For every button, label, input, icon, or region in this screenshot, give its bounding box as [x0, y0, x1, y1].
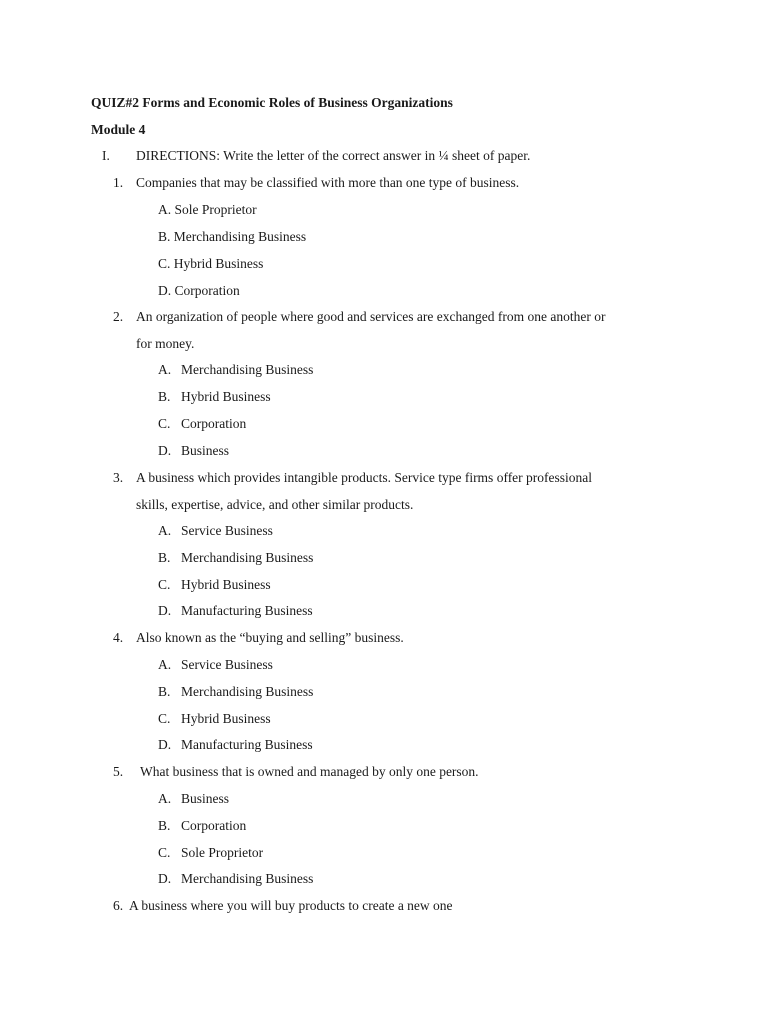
option-text: Merchandising Business: [181, 362, 314, 377]
option-text: Merchandising Business: [181, 684, 314, 699]
question-number: 2.: [113, 309, 124, 324]
option-d: [158, 282, 240, 300]
directions-text: DIRECTIONS: Write the letter of the correct answer in ¼ sheet of paper.: [136, 148, 531, 163]
option-text: Corporation: [181, 818, 247, 833]
option-letter: A.: [158, 657, 172, 672]
option-text: Hybrid Business: [181, 577, 271, 592]
option-letter: B.: [158, 818, 171, 833]
option-text: Service Business: [181, 657, 273, 672]
question-number: 5.: [113, 764, 124, 779]
option-text: Sole Proprietor: [181, 845, 264, 860]
option-c: [158, 255, 263, 273]
question-text: Companies that may be classified with more than one type of business.: [136, 175, 520, 190]
option-text: Merchandising Business: [173, 229, 307, 244]
question-text: Also known as the “buying and selling” business.: [136, 630, 404, 645]
question-number: 1.: [113, 175, 124, 190]
quiz-title: QUIZ#2 Forms and Economic Roles of Business Organizations: [91, 95, 453, 110]
option-letter: C.: [158, 256, 171, 271]
question-text: A business which provides intangible products. Service type firms offer professional: [136, 470, 593, 485]
module-label: Module 4: [91, 122, 146, 137]
option-letter: D.: [158, 283, 172, 298]
question-text-continued: skills, expertise, advice, and other similar products.: [136, 497, 414, 512]
question-text-continued: for money.: [136, 336, 195, 351]
option-letter: A.: [158, 202, 172, 217]
option-text: Merchandising Business: [181, 550, 314, 565]
option-letter: D.: [158, 603, 172, 618]
option-text: Corporation: [174, 283, 240, 298]
option-letter: B.: [158, 389, 171, 404]
option-text: Hybrid Business: [173, 256, 264, 271]
option-text: Hybrid Business: [181, 389, 271, 404]
option-text: Manufacturing Business: [181, 603, 313, 618]
option-letter: C.: [158, 416, 171, 431]
option-text: Business: [181, 791, 230, 806]
question-text: A business where you will buy products to create a new one: [129, 898, 453, 913]
option-letter: D.: [158, 443, 172, 458]
option-text: Corporation: [181, 416, 247, 431]
option-letter: D.: [158, 737, 172, 752]
question-number: 3.: [113, 470, 124, 485]
option-letter: A.: [158, 362, 172, 377]
option-letter: C.: [158, 577, 171, 592]
question-text: What business that is owned and managed by only one person.: [140, 764, 479, 779]
option-text: Merchandising Business: [181, 871, 314, 886]
option-letter: A.: [158, 791, 172, 806]
option-text: Manufacturing Business: [181, 737, 313, 752]
option-text: Business: [181, 443, 230, 458]
option-letter: B.: [158, 229, 171, 244]
option-b: [158, 228, 306, 246]
section-numeral: I.: [102, 148, 110, 163]
question-number: 6.: [113, 898, 124, 913]
option-letter: A.: [158, 523, 172, 538]
question-text: An organization of people where good and services are exchanged from one another or: [136, 309, 606, 324]
option-letter: C.: [158, 845, 171, 860]
option-text: Hybrid Business: [181, 711, 271, 726]
option-letter: C.: [158, 711, 171, 726]
option-text: Service Business: [181, 523, 273, 538]
question-number: 4.: [113, 630, 124, 645]
option-letter: D.: [158, 871, 172, 886]
option-text: Sole Proprietor: [174, 202, 257, 217]
option-letter: B.: [158, 684, 171, 699]
option-letter: B.: [158, 550, 171, 565]
option-a: [158, 201, 257, 219]
